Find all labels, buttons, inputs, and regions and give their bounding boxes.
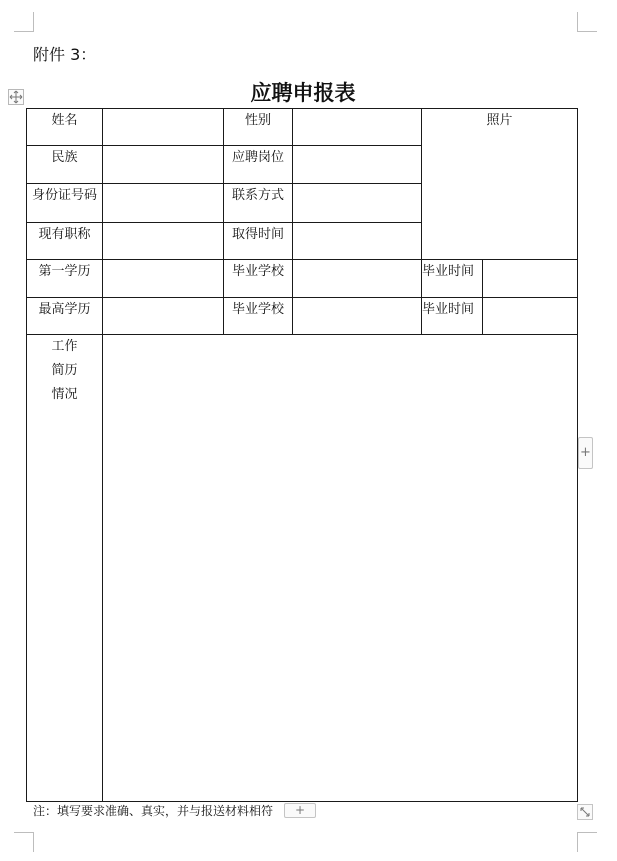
attachment-label: 附件 3： xyxy=(33,45,97,64)
contact-label: 联系方式 xyxy=(224,184,293,223)
ethnicity-label: 民族 xyxy=(27,146,103,184)
resize-icon[interactable] xyxy=(577,804,593,820)
first-degree-field[interactable] xyxy=(103,260,224,298)
highest-degree-field[interactable] xyxy=(103,298,224,335)
current-title-field[interactable] xyxy=(103,223,224,260)
gender-label: 性别 xyxy=(224,109,293,146)
work-history-field[interactable] xyxy=(103,335,578,802)
page-title: 应聘申报表 xyxy=(250,81,356,105)
name-field[interactable] xyxy=(103,109,224,146)
table-row xyxy=(27,109,578,146)
work-history-line: 情况 xyxy=(51,387,78,402)
photo-label: 照片 xyxy=(486,113,513,128)
move-icon[interactable] xyxy=(8,89,24,105)
grad-time-field-1[interactable] xyxy=(483,260,578,298)
id-number-label: 身份证号码 xyxy=(27,184,103,223)
id-number-field[interactable] xyxy=(103,184,224,223)
position-label: 应聘岗位 xyxy=(224,146,293,184)
add-row-button[interactable]: + xyxy=(284,803,316,818)
highest-degree-label: 最高学历 xyxy=(27,298,103,335)
gender-field[interactable] xyxy=(293,109,422,146)
grad-school-label-1: 毕业学校 xyxy=(224,260,293,298)
obtained-time-field[interactable] xyxy=(293,223,422,260)
photo-cell[interactable] xyxy=(422,109,578,260)
first-degree-label: 第一学历 xyxy=(27,260,103,298)
table-row xyxy=(27,260,578,298)
current-title-label: 现有职称 xyxy=(27,223,103,260)
work-history-label xyxy=(27,335,103,802)
ethnicity-field[interactable] xyxy=(103,146,224,184)
name-label: 姓名 xyxy=(27,109,103,146)
add-column-button[interactable]: + xyxy=(578,437,593,469)
contact-field[interactable] xyxy=(293,184,422,223)
grad-school-field-1[interactable] xyxy=(293,260,422,298)
grad-time-label-1: 毕业时间 xyxy=(422,260,483,298)
obtained-time-label: 取得时间 xyxy=(224,223,293,260)
footnote: 注：填写要求准确、真实，并与报送材料相符 xyxy=(33,804,274,818)
work-history-line: 简历 xyxy=(51,363,78,378)
table-row xyxy=(27,298,578,335)
work-history-line: 工作 xyxy=(51,339,78,354)
grad-school-field-2[interactable] xyxy=(293,298,422,335)
grad-time-label-2: 毕业时间 xyxy=(422,298,483,335)
grad-time-field-2[interactable] xyxy=(483,298,578,335)
application-form-table xyxy=(26,108,578,802)
table-row xyxy=(27,335,578,802)
position-field[interactable] xyxy=(293,146,422,184)
grad-school-label-2: 毕业学校 xyxy=(224,298,293,335)
